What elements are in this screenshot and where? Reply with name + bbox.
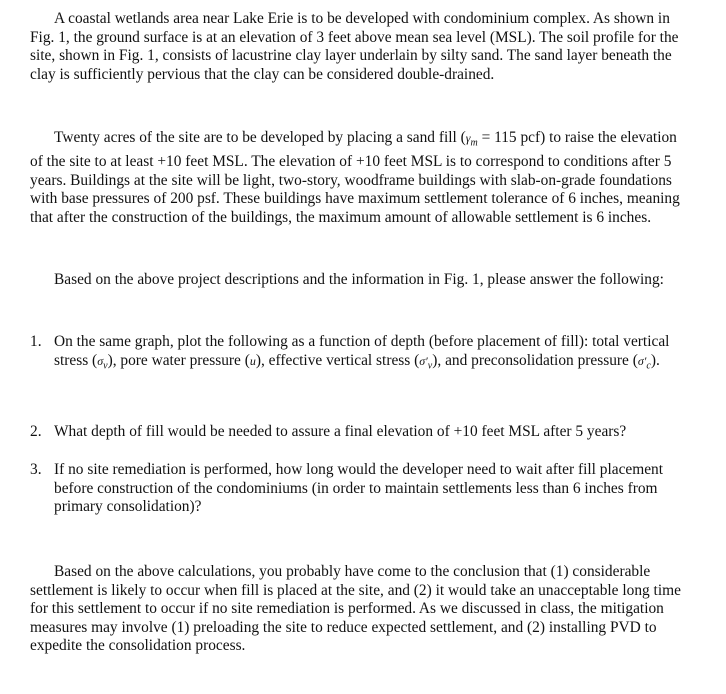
- question-item: [30, 461, 690, 517]
- total-stress-symbol: $\sigma_v$: [97, 353, 108, 371]
- unit-weight-value: = 115: [477, 129, 517, 146]
- fill-description-paragraph: [30, 129, 692, 227]
- effective-stress-symbol: $\sigma'_v$: [419, 353, 433, 371]
- question-number: 1.: [30, 333, 42, 350]
- preconsolidation-symbol: $\sigma'_c$: [637, 353, 651, 371]
- conclusion-paragraph: Based on the above calculations, you probably have come to the conclusion that (1) considerable settlement is likely to occur when fill is placed at the site, and (2) it would take an unacceptable long time for this settlement to occur if no site remediation is performed. As we discussed in class, the mitigation measures may involve (1) preloading the site to reduce expected settlement, and (2) installing PVD to expedite the consolidation process.: [30, 563, 681, 655]
- question-text: If no site remediation is performed, how long would the developer need to wait after fill placement before construction of the condominiums (in order to maintain settlements less than 6 inches from primary consolidation)?: [54, 461, 664, 516]
- intro-paragraph: A coastal wetlands area near Lake Erie is to be developed with condominium complex. As shown in Fig. 1, the ground surface is at an elevation of 3 feet above mean sea level (MSL). The soil profile for the site, shown in Fig. 1, consists of lacustrine clay layer underlain by silty sand. The sand layer beneath the clay is sufficiently pervious that the clay can be considered double-drained.: [30, 10, 679, 83]
- questions-intro-paragraph: Based on the above project descriptions and the information in Fig. 1, please answer the following:: [54, 271, 664, 288]
- question-number: 3.: [30, 461, 42, 478]
- question-text: On the same graph, plot the following as a function of depth (before placement of fill): total vertical stress $(\sigma_v)$, pore water pressure (u), effective vertical stress $(\sigma'_v)$, and preconsolidation pressure $(\sigma'_c)$.: [54, 333, 670, 371]
- question-item: [30, 333, 690, 376]
- question-number: 2.: [30, 423, 42, 440]
- pore-pressure-symbol: u: [249, 353, 256, 368]
- paragraph-text: pcf) to raise the elevation of the site to at least +10 feet MSL. The elevation of +10 feet MSL is to correspond to conditions after 5 years. Buildings at the site will be light, two-story, woodframe buildings with slab-on-grade foundations with base pressures of 200 psf. These buildings have maximum settlement tolerance of 6 inches, meaning that after the construction of the buildings, the maximum amount of allowable settlement is 6 inches.: [30, 129, 680, 226]
- paragraph-text: Twenty acres of the site are to be developed by placing a sand fill (: [54, 129, 466, 146]
- question-item: [30, 423, 690, 442]
- question-text: What depth of fill would be needed to assure a final elevation of +10 feet MSL after 5 years?: [54, 423, 627, 440]
- unit-weight-symbol: $\gamma_m$: [465, 131, 478, 149]
